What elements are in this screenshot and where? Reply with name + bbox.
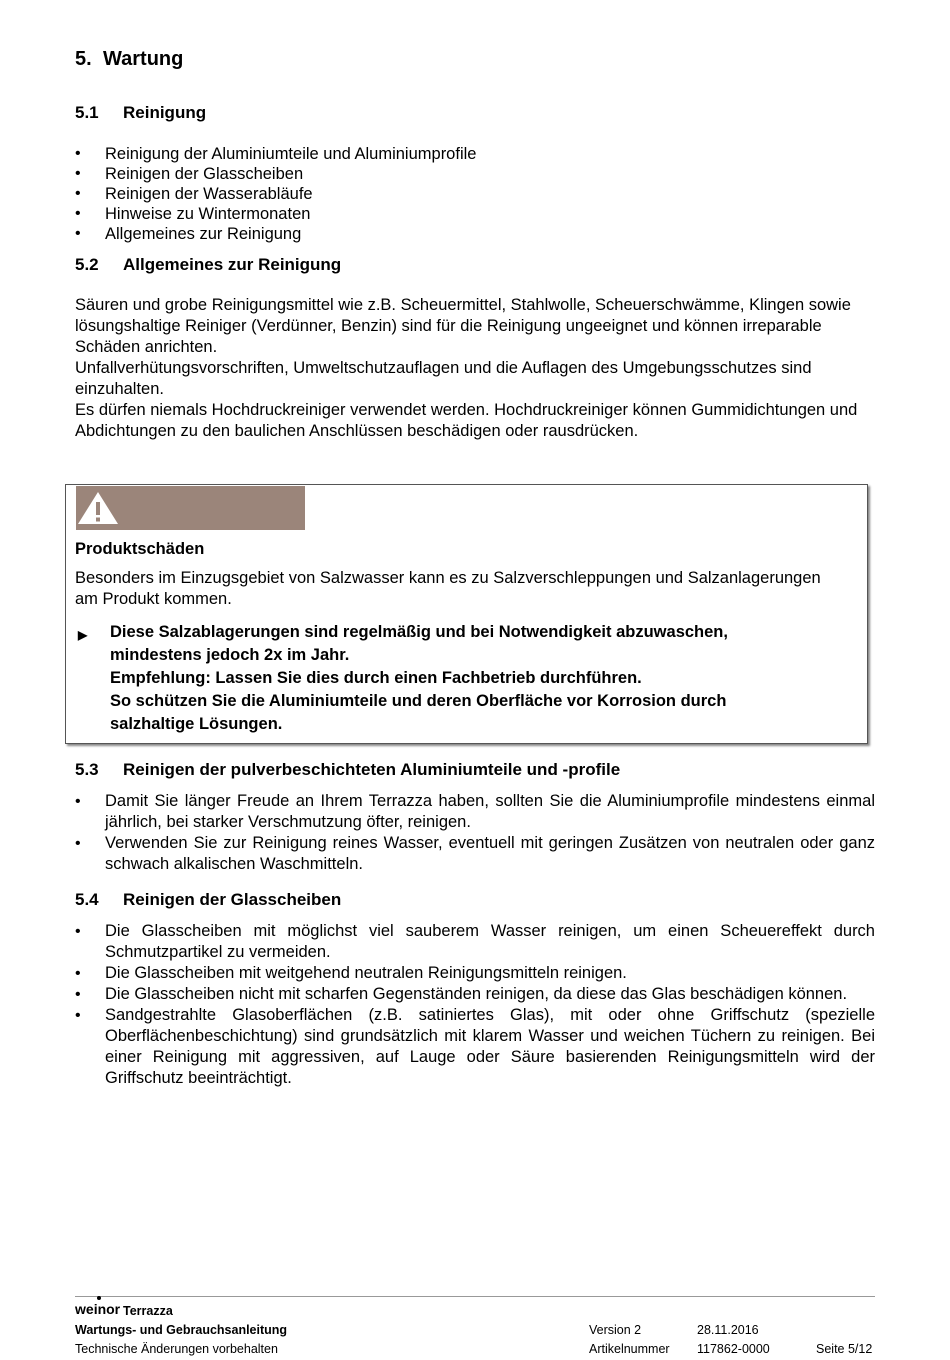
footer-product: Terrazza	[123, 1304, 173, 1318]
list-item: • Reinigen der Glasscheiben	[75, 164, 476, 184]
subsection-number: 5.2	[75, 255, 99, 274]
list-item: • Damit Sie länger Freude an Ihrem Terrazza haben, sollten Sie die Aluminiumprofile mindestens einmal jährlich, bei starker Verschmutzung öfter, reinigen.	[75, 791, 875, 833]
subsection-title: Reinigen der pulverbeschichteten Aluminiumteile und -profile	[123, 760, 621, 779]
paragraph: Säuren und grobe Reinigungsmittel wie z.B. Scheuermittel, Stahlwolle, Scheuerschwämme, Klingen sowie lösungshaltige Reiniger (Verdünner, Benzin) sind für die Reinigung ungeeignet und können irreparable Schäden anrichten.	[75, 296, 851, 356]
footer-divider	[75, 1296, 875, 1297]
warning-action	[75, 621, 845, 736]
weinor-logo: weinor	[75, 1301, 121, 1317]
cleaning-list-aluminium	[75, 791, 875, 875]
list-item: • Die Glasscheiben nicht mit scharfen Gegenständen reinigen, da diese das Glas beschädigen können.	[75, 984, 875, 1005]
list-item: • Die Glasscheiben mit möglichst viel sauberem Wasser reinigen, um einen Scheuereffekt durch Schmutzpartikel zu vermeiden.	[75, 921, 875, 963]
subsection-heading-5-3	[75, 760, 620, 780]
action-line: So schützen Sie die Aluminiumteile und deren Oberfläche vor Korrosion durch	[110, 692, 727, 710]
footer-note: Technische Änderungen vorbehalten	[75, 1342, 278, 1356]
warning-header-band	[76, 486, 305, 530]
list-item: • Reinigen der Wasserabläufe	[75, 184, 476, 204]
subsection-number: 5.4	[75, 890, 99, 909]
section-heading	[75, 48, 183, 71]
action-arrow-icon: ▶	[78, 628, 88, 642]
list-item: • Hinweise zu Wintermonaten	[75, 204, 476, 224]
action-line: Diese Salzablagerungen sind regelmäßig und bei Notwendigkeit abzuwaschen,	[110, 623, 728, 641]
paragraph: Es dürfen niemals Hochdruckreiniger verwendet werden. Hochdruckreiniger können Gummidichtungen und Abdichtungen zu den baulichen Anschlüssen beschädigen oder rausdrücken.	[75, 401, 858, 440]
subsection-number: 5.3	[75, 760, 99, 779]
action-text	[110, 621, 845, 736]
footer-date: 28.11.2016	[697, 1323, 759, 1337]
subsection-number: 5.1	[75, 103, 99, 122]
subsection-heading-5-1	[75, 103, 206, 123]
footer-article-number: 117862-0000	[697, 1342, 770, 1356]
subsection-heading-5-2	[75, 255, 341, 275]
action-line: mindestens jedoch 2x im Jahr.	[110, 646, 350, 664]
list-item: • Reinigung der Aluminiumteile und Aluminiumprofile	[75, 144, 476, 164]
subsection-title: Allgemeines zur Reinigung	[123, 255, 342, 274]
subsection-title: Reinigung	[123, 103, 207, 122]
subsection-heading-5-4	[75, 890, 341, 910]
action-line: salzhaltige Lösungen.	[110, 715, 283, 733]
footer-document-title: Wartungs- und Gebrauchsanleitung	[75, 1323, 288, 1337]
list-item: • Allgemeines zur Reinigung	[75, 224, 476, 244]
list-item: • Verwenden Sie zur Reinigung reines Wasser, eventuell mit geringen Zusätzen von neutralen oder ganz schwach alkalischen Waschmitteln.	[75, 833, 875, 875]
subsection-title: Reinigen der Glasscheiben	[123, 890, 342, 909]
footer-version: Version 2	[589, 1323, 642, 1337]
warning-text: Besonders im Einzugsgebiet von Salzwasser kann es zu Salzverschleppungen und Salzanlagerungen am Produkt kommen.	[75, 569, 821, 608]
section-number: 5.	[75, 48, 92, 70]
warning-title: Produktschäden	[75, 540, 205, 558]
contents-list	[75, 144, 476, 244]
list-item: • Die Glasscheiben mit weitgehend neutralen Reinigungsmitteln reinigen.	[75, 963, 875, 984]
footer-article-label: Artikelnummer	[589, 1342, 670, 1356]
paragraph: Unfallverhütungsvorschriften, Umweltschutzauflagen und die Auflagen des Umgebungsschutzes sind einzuhalten.	[75, 359, 812, 398]
warning-triangle-icon	[76, 490, 120, 526]
list-item: • Sandgestrahlte Glasoberflächen (z.B. satiniertes Glas), mit oder ohne Griffschutz (spezielle Oberflächenbeschichtung) sind grundsätzlich mit klarem Wasser und weichen Tüchern zu reinigen. Bei einer Reinigung mit aggressiven, auf Lauge oder Säure basierenden Reinigungsmitteln wird der Griffschutz beeinträchtigt.	[75, 1005, 875, 1089]
footer-page-number: Seite 5/12	[816, 1342, 873, 1356]
section-title: Wartung	[103, 48, 184, 70]
action-line: Empfehlung: Lassen Sie dies durch einen Fachbetrieb durchführen.	[110, 669, 642, 687]
cleaning-list-glass	[75, 921, 875, 1089]
